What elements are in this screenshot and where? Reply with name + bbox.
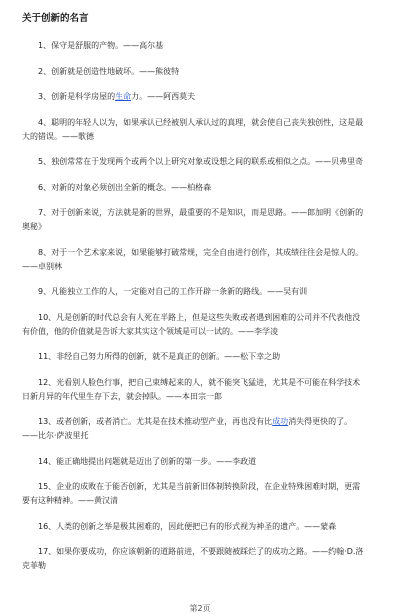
hyperlink-chenggong[interactable]: 成功 <box>272 417 289 426</box>
quote-item: 15、企业的成败在于能否创新，尤其是当前新旧体制转换阶段，在企业特殊困难时期，更需要有这种精神。——黄汉清 <box>22 482 361 505</box>
page-number: 第2页 <box>189 604 211 613</box>
quote-item: 1、保守是舒服的产物。——高尔基 <box>38 41 164 50</box>
quote-text: 3、创新是科学房屋的 <box>38 92 116 101</box>
quote-item: 7、对于创新来说，方法就是新的世界，最重要的不是知识，而是思路。——郎加明《创新的奥秘》 <box>22 208 364 231</box>
quote-item: 16、人类的创新之举是极其困难的，因此便把已有的形式视为神圣的遗产。——蒙森 <box>38 521 337 531</box>
quote-item <box>22 415 366 443</box>
quote-text: 消失得更快的了。——比尔·萨波里托 <box>22 417 353 440</box>
quote-item: 14、能正确地提出问题就是迈出了创新的第一步。——李政道 <box>38 456 257 466</box>
quote-item: 11、非经自己努力所得的创新，就不是真正的创新。——松下幸之助 <box>38 352 281 361</box>
quote-item: 6、对新的对象必须创出全新的概念。——柏格森 <box>38 182 212 192</box>
quote-item: 5、独创常常在于发现两个或两个以上研究对象或设想之间的联系或相似之点。——贝弗里奇 <box>38 157 364 166</box>
quote-item: 12、光看别人脸色行事，把自己束缚起来的人，就不能突飞猛进，尤其是不可能在科学技术日新月异的年代里生存下去，就会掉队。——本田宗一郎 <box>22 377 361 401</box>
quote-text: 13、或者创新，或者消亡。尤其是在技术推动型产业，再也没有比 <box>38 417 273 426</box>
hyperlink-shengming[interactable]: 生命 <box>115 92 132 101</box>
quote-item: 4、聪明的年轻人以为，如果承认已经被别人承认过的真理，就会使自己丧失独创性，这是最大的错误。——歌德 <box>22 117 364 141</box>
quote-item: 10、凡是创新的时代总会有人死在半路上，但是这些失败或者遇到困难的公司并不代表他没有价值，他的价值就是告诉大家其实这个领域是可以一试的。——李学凌 <box>22 312 361 336</box>
document-title: 关于创新的名言 <box>22 13 89 24</box>
quote-item: 2、创新就是创造性地破坏。——熊彼特 <box>38 66 180 76</box>
quote-item: 9、凡能独立工作的人，一定能对自己的工作开辟一条新的路线。——吴有训 <box>38 287 308 296</box>
quote-item: 8、对于一个艺术家来说，如果能够打破常规，完全自由进行创作，其成绩往往会是惊人的。——卓别林 <box>22 247 364 271</box>
quote-item <box>22 90 366 104</box>
quote-text: 力。——阿西莫夫 <box>131 92 196 101</box>
quote-item: 17、如果你要成功，你应该朝新的道路前进，不要跟随被踩烂了的成功之路。——约翰·D.洛克菲勒 <box>22 547 364 570</box>
